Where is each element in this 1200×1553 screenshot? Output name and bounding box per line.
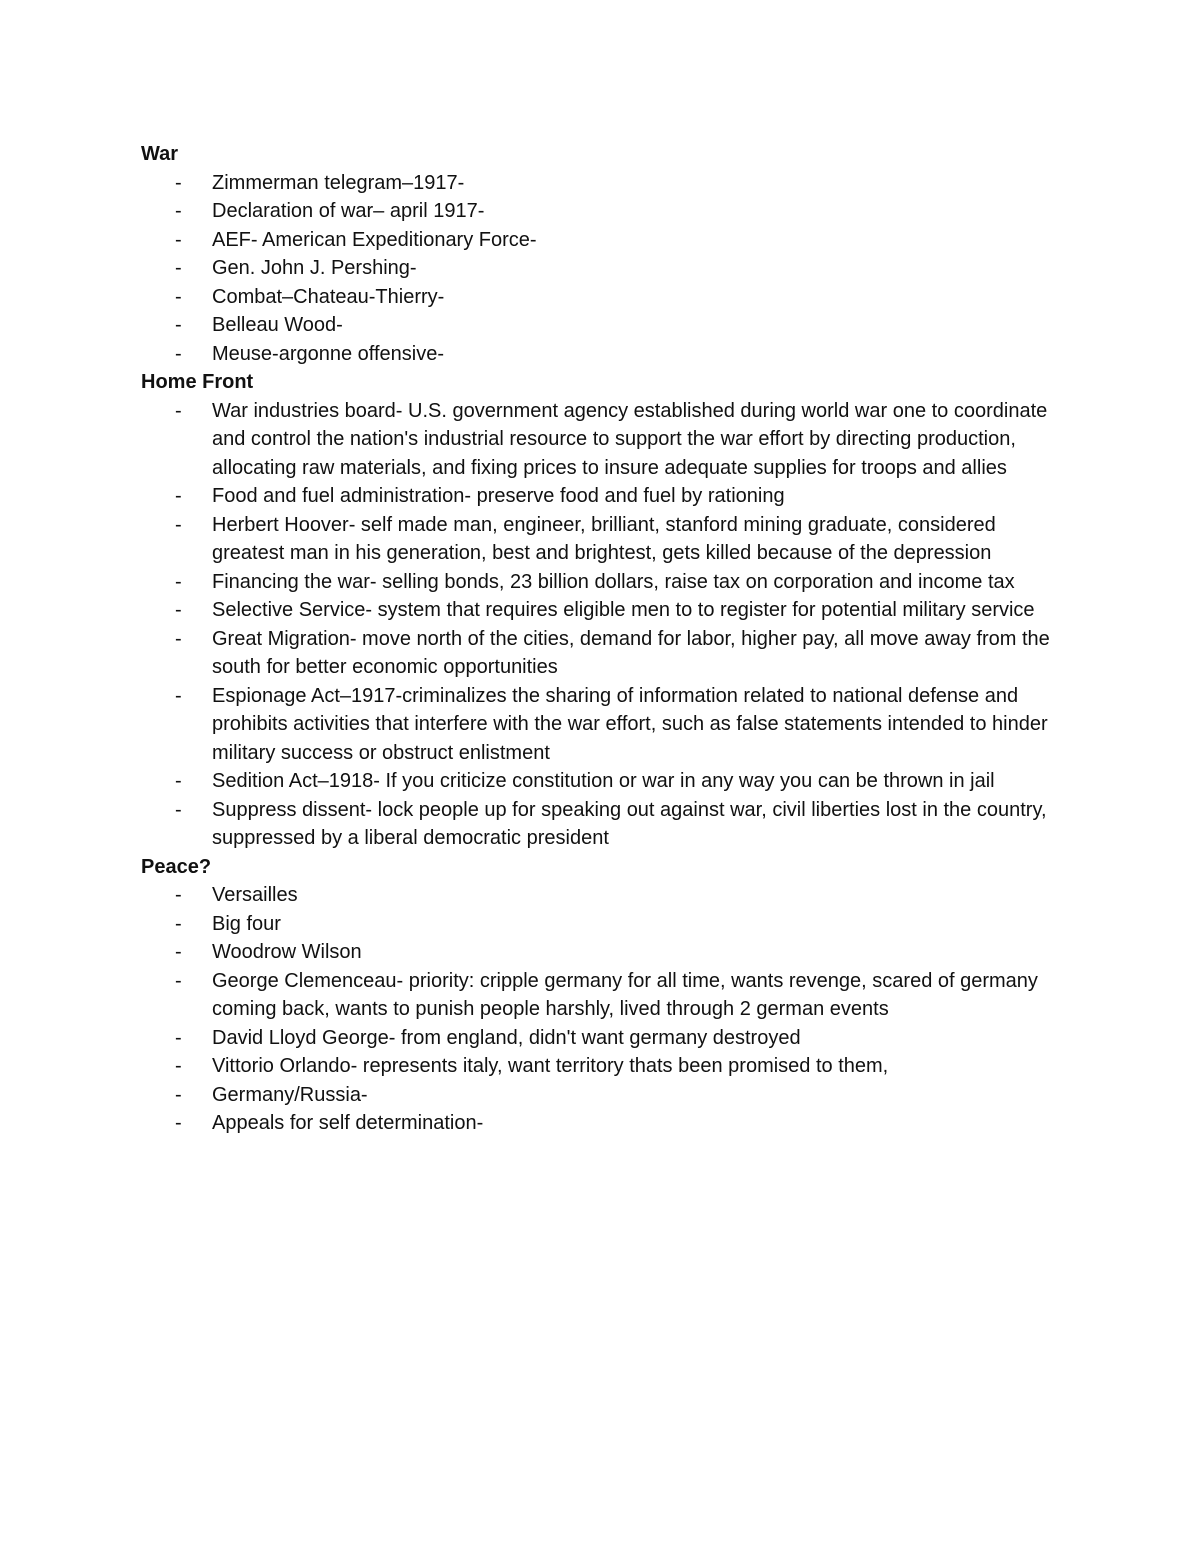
list-item-text: David Lloyd George- from england, didn't want germany destroyed: [212, 1026, 801, 1049]
list-item: [141, 967, 1071, 1024]
list-item: [141, 596, 1071, 625]
list-item: [141, 397, 1071, 483]
list-item: [141, 910, 1071, 939]
bullet-dash: -: [175, 941, 182, 963]
list-item-text: Germany/Russia-: [212, 1083, 368, 1106]
section-war: [141, 140, 1071, 368]
bullet-dash: -: [175, 485, 182, 507]
list-item-text: Appeals for self determination-: [212, 1112, 484, 1134]
bullet-dash: -: [175, 171, 182, 194]
bullet-dash: -: [175, 599, 182, 621]
bullet-dash: -: [175, 770, 182, 792]
list-item-text: AEF- American Expeditionary Force-: [212, 228, 537, 251]
bullet-dash: -: [175, 200, 182, 222]
bullet-list-peace: [141, 881, 1071, 1138]
document-page: [141, 140, 1071, 1138]
list-item-text: Suppress dissent- lock people up for speaking out against war, civil liberties lost in the country, suppressed by a liberal democratic president: [212, 798, 1047, 849]
list-item-text: Versailles: [212, 884, 298, 906]
list-item-text: Woodrow Wilson: [212, 941, 362, 963]
bullet-dash: -: [175, 1055, 182, 1077]
list-item: [141, 1081, 1071, 1110]
section-peace: [141, 853, 1071, 1138]
list-item: [141, 226, 1071, 255]
bullet-dash: -: [175, 342, 182, 365]
bullet-list-war: [141, 169, 1071, 369]
list-item: [141, 767, 1071, 796]
list-item: [141, 283, 1071, 312]
bullet-dash: -: [175, 570, 182, 593]
bullet-dash: -: [175, 912, 182, 935]
bullet-list-home-front: [141, 397, 1071, 853]
section-home-front: [141, 368, 1071, 853]
list-item: [141, 568, 1071, 597]
list-item: [141, 1052, 1071, 1081]
list-item-text: Sedition Act–1918- If you criticize constitution or war in any way you can be thrown in jail: [212, 770, 995, 792]
bullet-dash: -: [175, 257, 182, 279]
section-heading-peace: Peace?: [141, 855, 212, 878]
list-item: [141, 311, 1071, 340]
bullet-dash: -: [175, 969, 182, 992]
bullet-dash: -: [175, 513, 182, 536]
list-item-text: Gen. John J. Pershing-: [212, 257, 417, 279]
list-item-text: Declaration of war– april 1917-: [212, 200, 485, 222]
list-item-text: Combat–Chateau-Thierry-: [212, 285, 445, 308]
list-item-text: Zimmerman telegram–1917-: [212, 171, 465, 194]
list-item: [141, 682, 1071, 768]
list-item: [141, 1024, 1071, 1053]
bullet-dash: -: [175, 684, 182, 707]
list-item: [141, 197, 1071, 226]
bullet-dash: -: [175, 1026, 182, 1049]
section-heading-war: War: [141, 143, 179, 165]
list-item-text: Great Migration- move north of the cities, demand for labor, higher pay, all move away from the south for better economic opportunities: [212, 627, 1050, 678]
list-item: [141, 482, 1071, 511]
list-item: [141, 169, 1071, 198]
bullet-dash: -: [175, 884, 182, 906]
list-item: [141, 340, 1071, 369]
list-item-text: Vittorio Orlando- represents italy, want territory thats been promised to them,: [212, 1055, 889, 1077]
list-item: [141, 938, 1071, 967]
bullet-dash: -: [175, 228, 182, 251]
bullet-dash: -: [175, 314, 182, 336]
bullet-dash: -: [175, 399, 182, 422]
bullet-dash: -: [175, 1083, 182, 1106]
list-item-text: War industries board- U.S. government agency established during world war one to coordinate and control the nation's industrial resource to support the war effort by directing production, allocating raw materials, and fixing prices to insure adequate supplies for troops and allies: [212, 399, 1048, 479]
list-item: [141, 796, 1071, 853]
bullet-dash: -: [175, 798, 182, 821]
list-item-text: Food and fuel administration- preserve food and fuel by rationing: [212, 485, 785, 507]
list-item-text: Financing the war- selling bonds, 23 billion dollars, raise tax on corporation and income tax: [212, 570, 1015, 593]
bullet-dash: -: [175, 627, 182, 650]
list-item-text: Herbert Hoover- self made man, engineer, brilliant, stanford mining graduate, considered greatest man in his generation, best and brightest, gets killed because of the depression: [212, 513, 996, 564]
list-item-text: George Clemenceau- priority: cripple germany for all time, wants revenge, scared of germany coming back, wants to punish people harshly, lived through 2 german events: [212, 969, 1038, 1020]
list-item: [141, 881, 1071, 910]
bullet-dash: -: [175, 1112, 182, 1134]
list-item: [141, 254, 1071, 283]
list-item-text: Selective Service- system that requires eligible men to to register for potential military service: [212, 599, 1035, 621]
list-item-text: Espionage Act–1917-criminalizes the sharing of information related to national defense and prohibits activities that interfere with the war effort, such as false statements intended to hinder military success or obstruct enlistment: [212, 684, 1048, 764]
list-item-text: Big four: [212, 912, 281, 935]
bullet-dash: -: [175, 285, 182, 308]
list-item-text: Belleau Wood-: [212, 314, 343, 336]
list-item-text: Meuse-argonne offensive-: [212, 342, 444, 365]
section-heading-home-front: Home Front: [141, 371, 254, 393]
list-item: [141, 1109, 1071, 1138]
list-item: [141, 511, 1071, 568]
list-item: [141, 625, 1071, 682]
